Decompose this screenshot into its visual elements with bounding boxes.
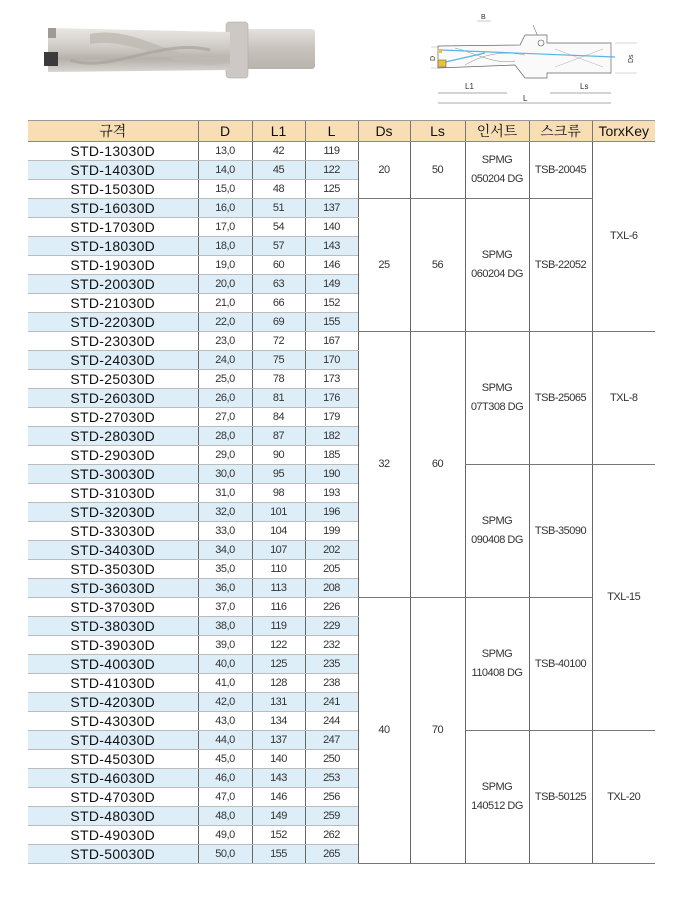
cell-screw: TSB-22052 [529, 199, 592, 332]
cell-spec: STD-37030D [28, 598, 198, 617]
cell-d: 30,0 [198, 465, 252, 484]
cell-spec: STD-44030D [28, 731, 198, 750]
cell-spec: STD-47030D [28, 788, 198, 807]
cell-d: 18,0 [198, 237, 252, 256]
cell-spec: STD-32030D [28, 503, 198, 522]
table-row [28, 465, 655, 484]
cell-spec: STD-24030D [28, 351, 198, 370]
cell-screw: TSB-25065 [529, 332, 592, 465]
cell-l: 202 [305, 541, 358, 560]
cell-l: 238 [305, 674, 358, 693]
cell-d: 13,0 [198, 142, 252, 161]
cell-spec: STD-15030D [28, 180, 198, 199]
cell-spec: STD-39030D [28, 636, 198, 655]
cell-l1: 104 [252, 522, 305, 541]
insert-type: SPMG [481, 648, 513, 660]
cell-screw: TSB-35090 [529, 465, 592, 598]
cell-l: 125 [305, 180, 358, 199]
cell-l1: 45 [252, 161, 305, 180]
cell-spec: STD-38030D [28, 617, 198, 636]
cell-l: 235 [305, 655, 358, 674]
cell-l: 173 [305, 370, 358, 389]
cell-l: 262 [305, 826, 358, 845]
header-d: D [198, 121, 252, 142]
cell-ds: 25 [358, 199, 410, 332]
cell-d: 34,0 [198, 541, 252, 560]
cell-d: 16,0 [198, 199, 252, 218]
cell-l1: 95 [252, 465, 305, 484]
insert-type: SPMG [481, 382, 513, 394]
cell-l1: 69 [252, 313, 305, 332]
table-header-row [28, 121, 655, 142]
cell-l: 244 [305, 712, 358, 731]
cell-ls: 60 [410, 332, 465, 598]
cell-l: 208 [305, 579, 358, 598]
cell-d: 17,0 [198, 218, 252, 237]
cell-insert [465, 199, 529, 332]
cell-spec: STD-23030D [28, 332, 198, 351]
cell-torxkey: TXL-15 [592, 465, 655, 731]
cell-torxkey: TXL-8 [592, 332, 655, 465]
cell-l1: 116 [252, 598, 305, 617]
dim-label-ls: Ls [580, 82, 589, 91]
cell-d: 22,0 [198, 313, 252, 332]
cell-l1: 98 [252, 484, 305, 503]
cell-insert [465, 598, 529, 731]
cell-spec: STD-14030D [28, 161, 198, 180]
cell-l: 265 [305, 845, 358, 864]
cell-l1: 48 [252, 180, 305, 199]
cell-d: 27,0 [198, 408, 252, 427]
cell-l1: 122 [252, 636, 305, 655]
cell-screw: TSB-40100 [529, 598, 592, 731]
cell-ds: 40 [358, 598, 410, 864]
cell-l1: 42 [252, 142, 305, 161]
cell-spec: STD-48030D [28, 807, 198, 826]
cell-l: 232 [305, 636, 358, 655]
header-l: L [305, 121, 358, 142]
insert-type: SPMG [481, 249, 513, 261]
table-row [28, 731, 655, 750]
cell-spec: STD-35030D [28, 560, 198, 579]
header-ds: Ds [358, 121, 410, 142]
insert-code: 090408 DG [471, 534, 523, 546]
cell-l1: 128 [252, 674, 305, 693]
cell-d: 28,0 [198, 427, 252, 446]
cell-l: 193 [305, 484, 358, 503]
cell-d: 32,0 [198, 503, 252, 522]
dim-label-d: D [430, 55, 437, 61]
header-l1: L1 [252, 121, 305, 142]
insert-type: SPMG [481, 781, 513, 793]
insert-code: 050204 DG [471, 173, 523, 185]
cell-l1: 134 [252, 712, 305, 731]
cell-l1: 81 [252, 389, 305, 408]
cell-torxkey: TXL-20 [592, 731, 655, 864]
cell-d: 29,0 [198, 446, 252, 465]
cell-l1: 143 [252, 769, 305, 788]
table-body [28, 142, 655, 864]
cell-l: 190 [305, 465, 358, 484]
table-row [28, 332, 655, 351]
cell-d: 42,0 [198, 693, 252, 712]
cell-l1: 140 [252, 750, 305, 769]
cell-spec: STD-25030D [28, 370, 198, 389]
cell-ds: 20 [358, 142, 410, 199]
cell-l: 229 [305, 617, 358, 636]
cell-d: 21,0 [198, 294, 252, 313]
cell-spec: STD-20030D [28, 275, 198, 294]
cell-l: 179 [305, 408, 358, 427]
insert-type: SPMG [481, 154, 513, 166]
cell-spec: STD-29030D [28, 446, 198, 465]
table-row [28, 142, 655, 161]
drill-dimension-diagram [425, 5, 665, 105]
insert-code: 140512 DG [471, 800, 523, 812]
cell-l1: 152 [252, 826, 305, 845]
header-torxkey: TorxKey [592, 121, 655, 142]
cell-l: 122 [305, 161, 358, 180]
cell-insert [465, 731, 529, 864]
cell-l: 176 [305, 389, 358, 408]
cell-l: 196 [305, 503, 358, 522]
cell-l: 143 [305, 237, 358, 256]
cell-insert [465, 465, 529, 598]
cell-l1: 60 [252, 256, 305, 275]
cell-l1: 78 [252, 370, 305, 389]
cell-d: 45,0 [198, 750, 252, 769]
cell-l1: 149 [252, 807, 305, 826]
header-screw: 스크류 [529, 121, 592, 142]
cell-l1: 131 [252, 693, 305, 712]
cell-spec: STD-41030D [28, 674, 198, 693]
cell-spec: STD-36030D [28, 579, 198, 598]
cell-d: 23,0 [198, 332, 252, 351]
cell-d: 24,0 [198, 351, 252, 370]
cell-d: 39,0 [198, 636, 252, 655]
cell-ls: 56 [410, 199, 465, 332]
header-insert: 인서트 [465, 121, 529, 142]
cell-d: 50,0 [198, 845, 252, 864]
cell-d: 15,0 [198, 180, 252, 199]
cell-d: 48,0 [198, 807, 252, 826]
cell-d: 46,0 [198, 769, 252, 788]
cell-l1: 155 [252, 845, 305, 864]
cell-l1: 125 [252, 655, 305, 674]
cell-spec: STD-22030D [28, 313, 198, 332]
cell-l1: 54 [252, 218, 305, 237]
insert-code: 110408 DG [471, 667, 523, 679]
cell-spec: STD-46030D [28, 769, 198, 788]
cell-l1: 72 [252, 332, 305, 351]
cell-l: 199 [305, 522, 358, 541]
cell-spec: STD-43030D [28, 712, 198, 731]
cell-l: 167 [305, 332, 358, 351]
cell-l: 250 [305, 750, 358, 769]
cell-screw: TSB-50125 [529, 731, 592, 864]
cell-spec: STD-45030D [28, 750, 198, 769]
table-row [28, 598, 655, 617]
cell-d: 37,0 [198, 598, 252, 617]
dim-label-ds: Ds [628, 54, 635, 63]
cell-l: 256 [305, 788, 358, 807]
cell-d: 26,0 [198, 389, 252, 408]
cell-l1: 110 [252, 560, 305, 579]
cell-l: 146 [305, 256, 358, 275]
cell-d: 14,0 [198, 161, 252, 180]
dim-label-l1: L1 [465, 82, 474, 91]
cell-l: 241 [305, 693, 358, 712]
cell-l: 185 [305, 446, 358, 465]
header-spec: 규격 [28, 121, 198, 142]
cell-l: 119 [305, 142, 358, 161]
cell-ls: 50 [410, 142, 465, 199]
cell-spec: STD-18030D [28, 237, 198, 256]
cell-d: 49,0 [198, 826, 252, 845]
cell-spec: STD-17030D [28, 218, 198, 237]
cell-l: 226 [305, 598, 358, 617]
cell-d: 40,0 [198, 655, 252, 674]
cell-l: 182 [305, 427, 358, 446]
cell-ds: 32 [358, 332, 410, 598]
cell-l1: 137 [252, 731, 305, 750]
cell-l1: 146 [252, 788, 305, 807]
spec-table [28, 120, 655, 864]
cell-spec: STD-21030D [28, 294, 198, 313]
cell-d: 35,0 [198, 560, 252, 579]
cell-l1: 66 [252, 294, 305, 313]
cell-d: 36,0 [198, 579, 252, 598]
insert-type: SPMG [481, 515, 513, 527]
cell-d: 43,0 [198, 712, 252, 731]
cell-l1: 63 [252, 275, 305, 294]
drill-product-photo [30, 14, 330, 84]
cell-l: 253 [305, 769, 358, 788]
cell-spec: STD-49030D [28, 826, 198, 845]
cell-l: 140 [305, 218, 358, 237]
cell-spec: STD-28030D [28, 427, 198, 446]
cell-l1: 101 [252, 503, 305, 522]
cell-l1: 87 [252, 427, 305, 446]
cell-l: 205 [305, 560, 358, 579]
insert-code: 060204 DG [471, 268, 523, 280]
dim-label-l: L [523, 94, 528, 103]
cell-l1: 75 [252, 351, 305, 370]
cell-l: 149 [305, 275, 358, 294]
cell-l: 170 [305, 351, 358, 370]
cell-spec: STD-19030D [28, 256, 198, 275]
dim-label-b: B [481, 14, 486, 21]
cell-l: 152 [305, 294, 358, 313]
cell-l: 137 [305, 199, 358, 218]
cell-spec: STD-34030D [28, 541, 198, 560]
cell-spec: STD-16030D [28, 199, 198, 218]
cell-d: 38,0 [198, 617, 252, 636]
cell-l1: 57 [252, 237, 305, 256]
cell-d: 19,0 [198, 256, 252, 275]
cell-spec: STD-31030D [28, 484, 198, 503]
cell-d: 25,0 [198, 370, 252, 389]
cell-d: 44,0 [198, 731, 252, 750]
cell-d: 47,0 [198, 788, 252, 807]
cell-l: 259 [305, 807, 358, 826]
cell-ls: 70 [410, 598, 465, 864]
table-row [28, 199, 655, 218]
insert-code: 07T308 DG [470, 401, 524, 413]
cell-d: 41,0 [198, 674, 252, 693]
cell-spec: STD-50030D [28, 845, 198, 864]
cell-spec: STD-33030D [28, 522, 198, 541]
cell-spec: STD-27030D [28, 408, 198, 427]
cell-l1: 107 [252, 541, 305, 560]
cell-spec: STD-42030D [28, 693, 198, 712]
cell-l1: 113 [252, 579, 305, 598]
cell-insert [465, 142, 529, 199]
cell-l1: 51 [252, 199, 305, 218]
cell-spec: STD-40030D [28, 655, 198, 674]
cell-spec: STD-30030D [28, 465, 198, 484]
cell-torxkey: TXL-6 [592, 142, 655, 332]
cell-d: 20,0 [198, 275, 252, 294]
cell-spec: STD-26030D [28, 389, 198, 408]
cell-l1: 90 [252, 446, 305, 465]
cell-screw: TSB-20045 [529, 142, 592, 199]
cell-spec: STD-13030D [28, 142, 198, 161]
cell-l: 155 [305, 313, 358, 332]
cell-l1: 84 [252, 408, 305, 427]
cell-insert [465, 332, 529, 465]
cell-d: 33,0 [198, 522, 252, 541]
header-ls: Ls [410, 121, 465, 142]
cell-l: 247 [305, 731, 358, 750]
cell-l1: 119 [252, 617, 305, 636]
cell-d: 31,0 [198, 484, 252, 503]
